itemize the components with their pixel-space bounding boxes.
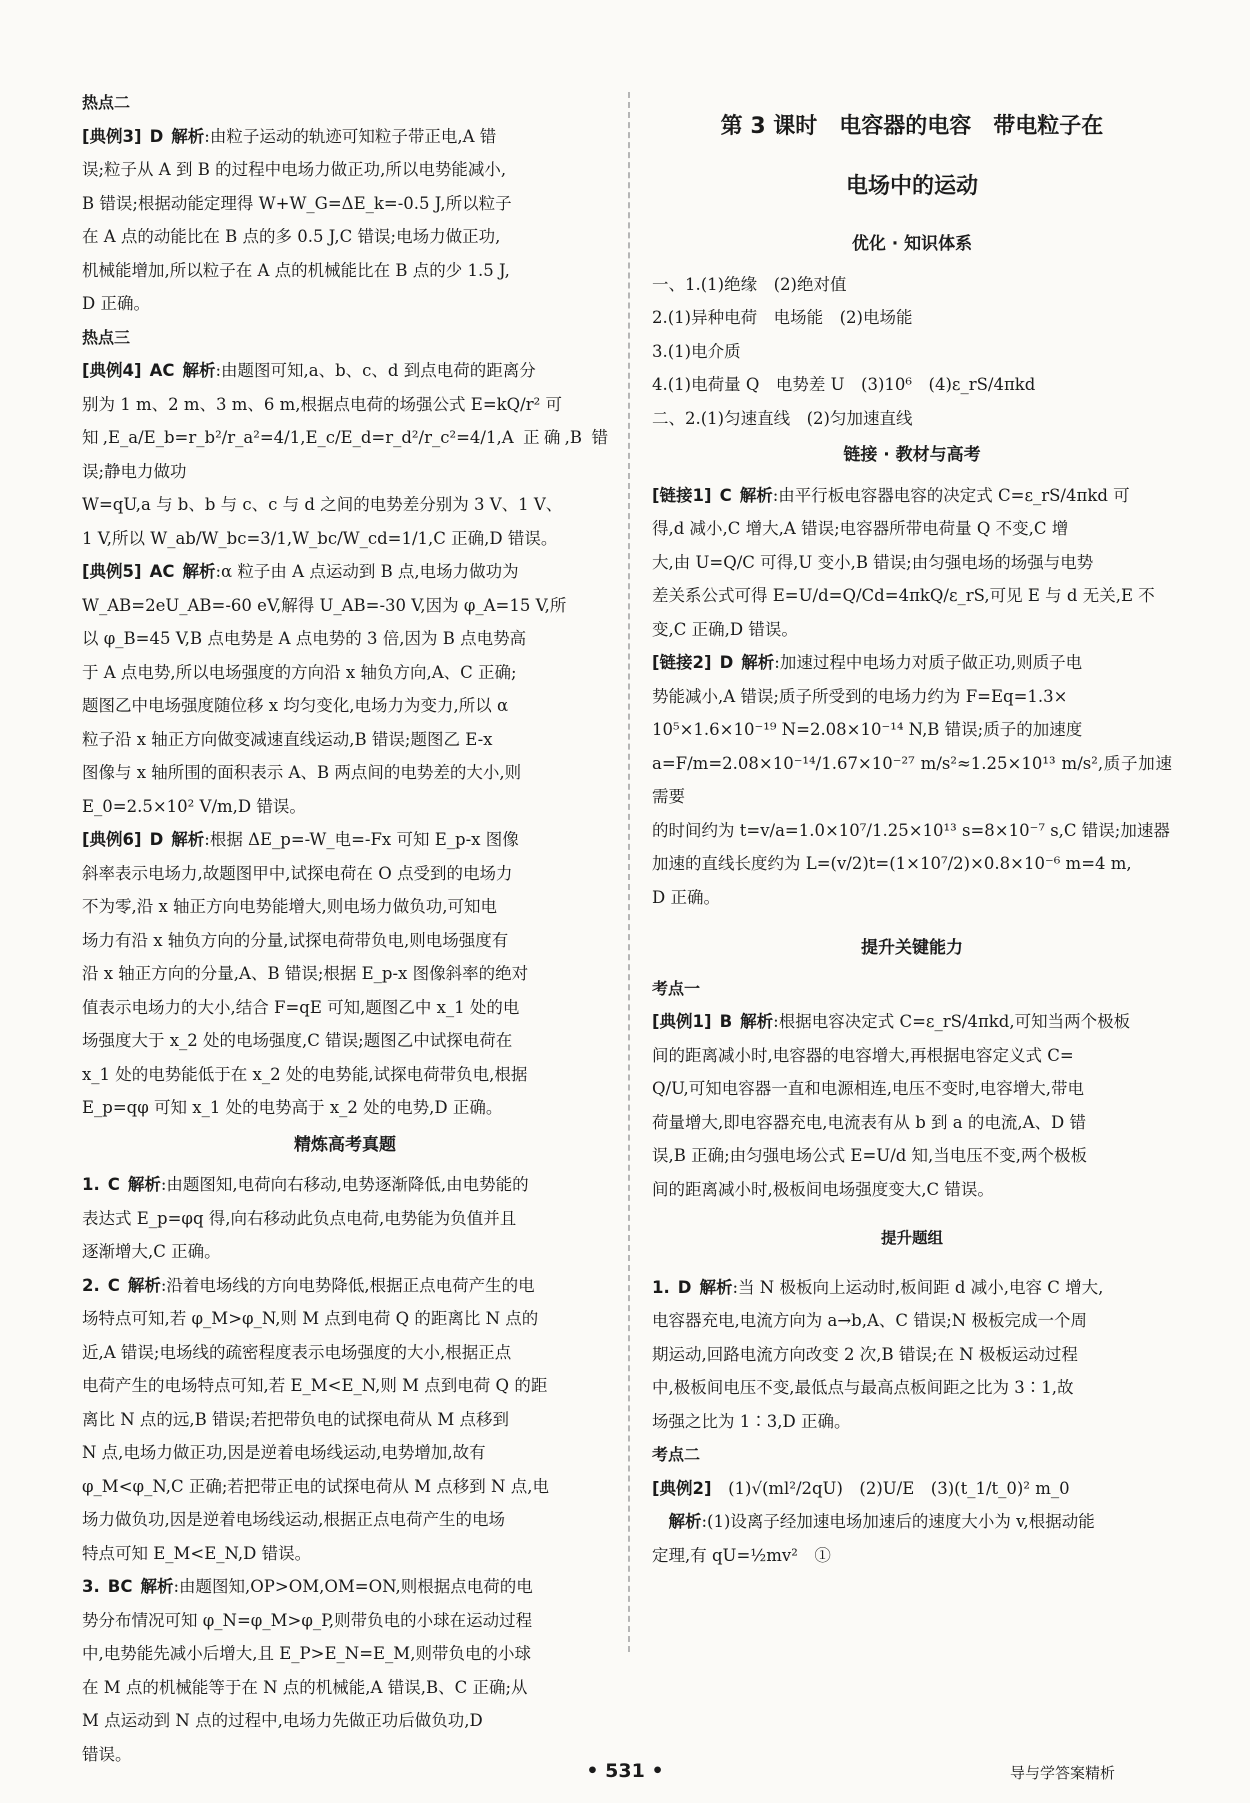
text-line: 特点可知 E_M<E_N,D 错误。 xyxy=(82,1543,312,1563)
answer: D xyxy=(677,1277,692,1297)
text-line: 电荷产生的电场特点可知,若 E_M<E_N,则 M 点到电荷 Q 的距 xyxy=(82,1376,548,1395)
text-line: 中,电势能先减小后增大,且 E_P>E_N=E_M,则带负电的小球 xyxy=(82,1644,531,1663)
text-line: :由题图可知,a、b、c、d 到点电荷的距离分 xyxy=(215,361,536,380)
text-line: 1 V,所以 W_ab/W_bc=3/1,W_bc/W_cd=1/1,C 正确,D 错误。 xyxy=(82,528,558,548)
answer-line: (1)√(ml²/2qU) (2)U/E (3)(t_1/t_0)² m_0 xyxy=(728,1478,1070,1498)
analysis-label: 解析 xyxy=(182,562,216,581)
section-heading: 链接 · 教材与高考 xyxy=(843,445,981,465)
text-line: :根据电容决定式 C=ε_rS/4πkd,可知当两个极板 xyxy=(773,1012,1131,1031)
knowledge-item: 3.(1)电介质 xyxy=(652,341,741,361)
analysis-label: 解析 xyxy=(171,830,205,849)
text-line: 10⁵×1.6×10⁻¹⁹ N=2.08×10⁻¹⁴ N,B 错误;质子的加速度 xyxy=(652,720,1083,739)
text-line: :由题图知,OP>OM,OM=ON,则根据点电荷的电 xyxy=(173,1577,533,1596)
analysis-label: 解析 xyxy=(127,1175,161,1194)
text-line: 加速的直线长度约为 L=(v/2)t=(1×10⁷/2)×0.8×10⁻⁶ m=4 m, xyxy=(652,854,1132,873)
answer: C xyxy=(107,1175,120,1194)
text-line: x_1 处的电势能低于在 x_2 处的电势能,试探电荷带负电,根据 xyxy=(82,1064,528,1084)
answer: AC xyxy=(149,361,175,380)
text-line: 错误。 xyxy=(82,1744,132,1764)
text-line: 图像与 x 轴所围的面积表示 A、B 两点间的电势差的大小,则 xyxy=(82,763,522,782)
text-line: 于 A 点电势,所以电场强度的方向沿 x 轴负方向,A、C 正确; xyxy=(82,662,517,682)
example-3 xyxy=(82,120,608,321)
answer: BC xyxy=(107,1577,133,1596)
text-line: E_0=2.5×10² V/m,D 错误。 xyxy=(82,796,306,816)
text-line: :由平行板电容器电容的决定式 C=ε_rS/4πkd 可 xyxy=(772,485,1130,505)
page-number: • 531 • xyxy=(586,1760,664,1782)
topic-1-heading: 考点一 xyxy=(652,978,701,998)
text-line: 变,C 正确,D 错误。 xyxy=(652,619,798,639)
text-line: 机械能增加,所以粒子在 A 点的机械能比在 B 点的少 1.5 J, xyxy=(82,260,510,280)
text-line: 期运动,回路电流方向改变 2 次,B 错误;在 N 极板运动过程 xyxy=(652,1344,1078,1364)
text-line: 场力有沿 x 轴负方向的分量,试探电荷带负电,则电场强度有 xyxy=(82,930,509,950)
lesson-title: 第 3 课时 电容器的电容 带电粒子在 xyxy=(720,114,1104,139)
analysis-label: 解析 xyxy=(699,1277,733,1297)
exercise-1 xyxy=(652,1271,1172,1439)
link-1 xyxy=(652,479,1172,647)
text-line: 斜率表示电场力,故题图甲中,试探电荷在 O 点受到的电场力 xyxy=(82,863,513,883)
section-heading: 提升关键能力 xyxy=(861,938,963,958)
text-line: :由题图知,电荷向右移动,电势逐渐降低,由电势能的 xyxy=(160,1175,529,1194)
text-line: 表达式 E_p=φq 得,向右移动此负点电荷,电势能为负值并且 xyxy=(82,1208,517,1228)
answer: D xyxy=(719,653,734,672)
link-tag: [链接1] xyxy=(652,485,712,505)
example-5 xyxy=(82,555,608,823)
text-line: M 点运动到 N 点的过程中,电场力先做正功后做负功,D xyxy=(82,1711,483,1730)
analysis-label: 解析 xyxy=(140,1577,174,1596)
analysis-label: 解析 xyxy=(171,126,205,146)
text-line: W_AB=2eU_AB=-60 eV,解得 U_AB=-30 V,因为 φ_A=15 V,所 xyxy=(82,595,567,615)
text-line: :加速过程中电场力对质子做正功,则质子电 xyxy=(774,653,1083,672)
text-line: W=qU,a 与 b、b 与 c、c 与 d 之间的电势差分别为 3 V、1 V、 xyxy=(82,495,563,514)
text-line: 间的距离减小时,电容器的电容增大,再根据电容定义式 C= xyxy=(652,1045,1074,1065)
answer: C xyxy=(107,1275,120,1295)
topic-2-heading: 考点二 xyxy=(652,1445,701,1464)
question-number: 2. xyxy=(82,1275,100,1295)
text-line: 势能减小,A 错误;质子所受到的电场力约为 F=Eq=1.3× xyxy=(652,686,1068,706)
text-line: 势分布情况可知 φ_N=φ_M>φ_P,则带负电的小球在运动过程 xyxy=(82,1610,533,1630)
text-line: 定理,有 qU=½mv² ① xyxy=(652,1545,831,1565)
example-tag: [典例5] xyxy=(82,562,142,581)
answer: C xyxy=(719,485,732,505)
question-number: 1. xyxy=(652,1277,670,1297)
text-line: 以 φ_B=45 V,B 点电势是 A 点电势的 3 倍,因为 B 点电势高 xyxy=(82,629,527,648)
text-line: 知,E_a/E_b=r_b²/r_a²=4/1,E_c/E_d=r_d²/r_c²=4/1,A 正确,B 错误;静电力做功 xyxy=(82,428,608,481)
text-line: 场特点可知,若 φ_M>φ_N,则 M 点到电荷 Q 的距离比 N 点的 xyxy=(82,1309,539,1328)
answer: AC xyxy=(149,562,175,581)
question-1 xyxy=(82,1168,608,1269)
example-6 xyxy=(82,823,608,1125)
text-line: E_p=qφ 可知 x_1 处的电势高于 x_2 处的电势,D 正确。 xyxy=(82,1098,503,1117)
text-line: 不为零,沿 x 轴正方向电势能增大,则电场力做负功,可知电 xyxy=(82,897,498,916)
answer: D xyxy=(149,126,164,146)
lesson-title-line-2: 电场中的运动 xyxy=(845,174,978,199)
column-divider xyxy=(628,92,630,1652)
analysis-label: 解析 xyxy=(739,485,773,505)
example-2 xyxy=(652,1472,1172,1573)
text-line: 在 A 点的动能比在 B 点的多 0.5 J,C 错误;电场力做正功, xyxy=(82,227,501,246)
example-1 xyxy=(652,1005,1172,1206)
text-line: 近,A 错误;电场线的疏密程度表示电场强度的大小,根据正点 xyxy=(82,1342,512,1362)
text-line: :由粒子运动的轨迹可知粒子带正电,A 错 xyxy=(204,126,497,146)
question-3 xyxy=(82,1570,608,1771)
text-line: 间的距离减小时,极板间电场强度变大,C 错误。 xyxy=(652,1179,994,1199)
analysis-label: 解析 xyxy=(182,361,216,380)
text-line: 误;粒子从 A 到 B 的过程中电场力做正功,所以电势能减小, xyxy=(82,160,507,179)
question-number: 3. xyxy=(82,1577,100,1596)
text-line: 值表示电场力的大小,结合 F=qE 可知,题图乙中 x_1 处的电 xyxy=(82,997,520,1017)
text-line: :根据 ΔE_p=-W_电=-Fx 可知 E_p-x 图像 xyxy=(204,830,519,849)
question-number: 1. xyxy=(82,1175,100,1194)
text-line: 场强之比为 1∶3,D 正确。 xyxy=(652,1411,851,1431)
text-line: 沿 x 轴正方向的分量,A、B 错误;根据 E_p-x 图像斜率的绝对 xyxy=(82,964,529,983)
section-heading: 精炼高考真题 xyxy=(294,1134,396,1155)
text-line: 场力做负功,因是逆着电场线运动,根据正点电荷产生的电场 xyxy=(82,1510,505,1529)
answer: D xyxy=(149,830,164,849)
example-tag: [典例3] xyxy=(82,126,142,146)
knowledge-item: 一、1.(1)绝缘 (2)绝对值 xyxy=(652,274,847,294)
text-line: D 正确。 xyxy=(652,887,720,907)
text-line: D 正确。 xyxy=(82,294,150,313)
analysis-label: 解析 xyxy=(668,1512,702,1531)
example-tag: [典例2] xyxy=(652,1478,712,1498)
text-line: N 点,电场力做正功,因是逆着电场线运动,电势增加,故有 xyxy=(82,1443,486,1462)
text-line: φ_M<φ_N,C 正确;若把带正电的试探电荷从 M 点移到 N 点,电 xyxy=(82,1476,549,1496)
text-line: 场强度大于 x_2 处的电场强度,C 错误;题图乙中试探电荷在 xyxy=(82,1031,513,1050)
answer: B xyxy=(719,1012,733,1031)
text-line: 中,极板间电压不变,最低点与最高点板间距之比为 3∶1,故 xyxy=(652,1378,1074,1397)
text-line: 电容器充电,电流方向为 a→b,A、C 错误;N 极板完成一个周 xyxy=(652,1311,1087,1330)
text-line: 得,d 减小,C 增大,A 错误;电容器所带电荷量 Q 不变,C 增 xyxy=(652,519,1069,538)
text-line: a=F/m=2.08×10⁻¹⁴/1.67×10⁻²⁷ m/s²≈1.25×10¹³ m/s²,质子加速需要 xyxy=(652,753,1172,806)
analysis-label: 解析 xyxy=(127,1275,161,1295)
text-line: :沿着电场线的方向电势降低,根据正点电荷产生的电 xyxy=(160,1275,535,1295)
text-line: 差关系公式可得 E=U/d=Q/Cd=4πkQ/ε_rS,可见 E 与 d 无关,E 不 xyxy=(652,586,1155,605)
text-line: 误,B 正确;由匀强电场公式 E=U/d 知,当电压不变,两个极板 xyxy=(652,1146,1088,1165)
right-column xyxy=(652,86,1172,1572)
text-line: :α 粒子由 A 点运动到 B 点,电场力做功为 xyxy=(215,562,519,581)
example-tag: [典例1] xyxy=(652,1012,712,1031)
knowledge-item: 4.(1)电荷量 Q 电势差 U (3)10⁶ (4)ε_rS/4πkd xyxy=(652,375,1036,394)
hotspot-3-heading: 热点三 xyxy=(82,327,131,347)
knowledge-item: 2.(1)异种电荷 电场能 (2)电场能 xyxy=(652,308,913,327)
text-line: Q/U,可知电容器一直和电源相连,电压不变时,电容增大,带电 xyxy=(652,1079,1084,1098)
link-2 xyxy=(652,646,1172,914)
text-line: :当 N 极板向上运动时,板间距 d 减小,电容 C 增大, xyxy=(732,1277,1104,1297)
text-line: 题图乙中电场强度随位移 x 均匀变化,电场力为变力,所以 α xyxy=(82,696,509,715)
example-tag: [典例6] xyxy=(82,830,142,849)
example-4 xyxy=(82,354,608,555)
text-line: 逐渐增大,C 正确。 xyxy=(82,1242,221,1261)
text-line: 别为 1 m、2 m、3 m、6 m,根据点电荷的场强公式 E=kQ/r² 可 xyxy=(82,394,562,414)
link-tag: [链接2] xyxy=(652,653,712,672)
left-column xyxy=(82,86,608,1771)
text-line: :(1)设离子经加速电场加速后的速度大小为 v,根据动能 xyxy=(701,1512,1095,1531)
section-heading: 优化 · 知识体系 xyxy=(851,234,973,254)
analysis-label: 解析 xyxy=(740,1012,774,1031)
knowledge-item: 二、2.(1)匀速直线 (2)匀加速直线 xyxy=(652,408,913,428)
text-line: 在 M 点的机械能等于在 N 点的机械能,A 错误,B、C 正确;从 xyxy=(82,1677,528,1697)
analysis-label: 解析 xyxy=(741,653,775,672)
text-line: 粒子沿 x 轴正方向做变减速直线运动,B 错误;题图乙 E-x xyxy=(82,729,493,749)
subsection-heading: 提升题组 xyxy=(880,1228,943,1247)
footer-brand: 导与学答案精析 xyxy=(1010,1764,1116,1782)
text-line: B 错误;根据动能定理得 W+W_G=ΔE_k=-0.5 J,所以粒子 xyxy=(82,193,512,213)
text-line: 大,由 U=Q/C 可得,U 变小,B 错误;由匀强电场的场强与电势 xyxy=(652,552,1094,572)
text-line: 荷量增大,即电容器充电,电流表有从 b 到 a 的电流,A、D 错 xyxy=(652,1112,1087,1132)
hotspot-2-heading: 热点二 xyxy=(82,93,131,112)
question-2 xyxy=(82,1269,608,1571)
text-line: 离比 N 点的远,B 错误;若把带负电的试探电荷从 M 点移到 xyxy=(82,1409,509,1429)
knowledge-list xyxy=(652,268,1172,436)
text-line: 的时间约为 t=v/a=1.0×10⁷/1.25×10¹³ s=8×10⁻⁷ s,C 错误;加速器 xyxy=(652,820,1170,840)
example-tag: [典例4] xyxy=(82,361,142,380)
